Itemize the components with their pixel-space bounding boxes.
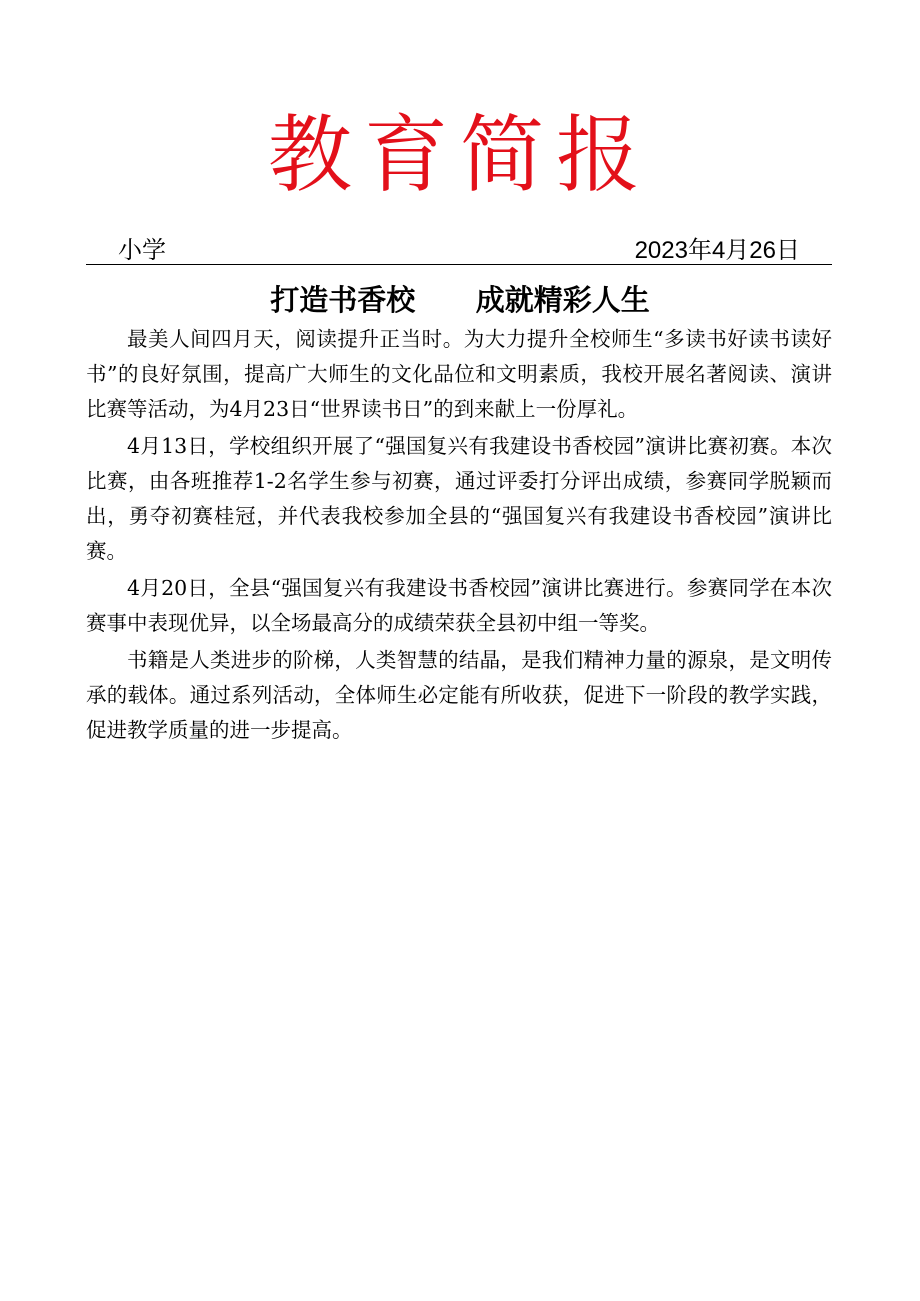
article-paragraph: 4月13日，学校组织开展了“强国复兴有我建设书香校园”演讲比赛初赛。本次比赛，由各班推荐1-2名学生参与初赛，通过评委打分评出成绩，参赛同学脱颖而出，勇夺初赛桂冠，并代表我校参加全县的“强国复兴有我建设书香校园”演讲比赛。: [86, 434, 832, 563]
issue-meta-row: [86, 228, 832, 265]
article-paragraph: 4月20日，全县“强国复兴有我建设书香校园”演讲比赛进行。参赛同学在本次赛事中表现优异，以全场最高分的成绩荣获全县初中组一等奖。: [86, 576, 832, 635]
organization-name: 小学: [118, 237, 166, 264]
article-paragraph: 书籍是人类进步的阶梯，人类智慧的结晶，是我们精神力量的源泉，是文明传承的载体。通过系列活动，全体师生必定能有所收获，促进下一阶段的教学实践，促进教学质量的进一步提高。: [86, 648, 832, 742]
masthead-title: 教育简报: [267, 106, 652, 204]
article-body: [86, 322, 832, 750]
article-headline: 打造书香校 成就精彩人生: [270, 283, 650, 317]
article-paragraph: 最美人间四月天，阅读提升正当时。为大力提升全校师生“多读书好读书读好书”的良好氛围，提高广大师生的文化品位和文明素质，我校开展名著阅读、演讲比赛等活动，为4月23日“世界读书日”的到来献上一份厚礼。: [86, 327, 832, 421]
issue-date: 2023年4月26日: [634, 237, 800, 264]
